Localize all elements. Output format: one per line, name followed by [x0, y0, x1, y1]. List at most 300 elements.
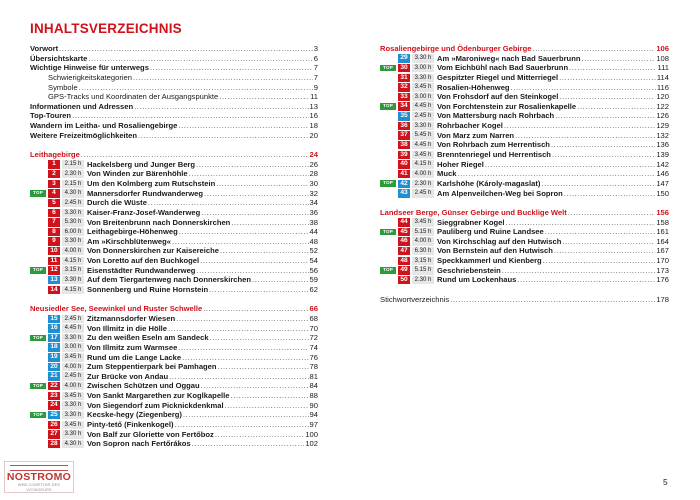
toc-tour-row[interactable] [380, 73, 669, 83]
toc-entry[interactable] [30, 63, 318, 73]
entry-title: Zur Brücke von Andau [87, 371, 169, 381]
toc-tour-row[interactable] [380, 63, 669, 73]
entry-page-number: 147 [656, 178, 669, 188]
dot-leader [196, 266, 308, 276]
toc-section-heading[interactable] [30, 150, 318, 160]
dot-leader [517, 275, 655, 285]
toc-tour-row[interactable] [30, 169, 318, 179]
top-tour-badge: TOP [30, 412, 46, 419]
entry-page-number: 90 [309, 400, 318, 410]
dot-leader [179, 227, 309, 237]
dot-leader [215, 430, 304, 440]
entry-page-number: 150 [656, 188, 669, 198]
tour-number-badge: 8 [48, 228, 60, 236]
entry-title: Landseer Berge, Günser Gebirge und Bucklige Welt [380, 207, 567, 217]
page-title: INHALTSVERZEICHNIS [30, 21, 182, 36]
tour-duration: 2.30 h [412, 276, 434, 284]
entry-page-number: 74 [309, 342, 318, 352]
entry-page-number: 48 [309, 236, 318, 246]
toc-tour-row[interactable] [380, 266, 669, 276]
tour-number-badge: 10 [48, 247, 60, 255]
toc-right-column [380, 44, 669, 304]
toc-tour-row[interactable] [30, 218, 318, 228]
tour-duration: 3.45 h [412, 83, 434, 91]
dot-leader [568, 208, 656, 218]
toc-tour-row[interactable] [380, 237, 669, 247]
tour-duration: 3.00 h [412, 93, 434, 101]
toc-tour-row[interactable] [380, 179, 669, 189]
toc-tour-row[interactable] [30, 343, 318, 353]
entry-page-number: 114 [656, 72, 669, 82]
tour-number-badge: 17 [48, 334, 60, 342]
dot-leader [178, 343, 308, 353]
tour-duration: 3.30 h [412, 122, 434, 130]
tour-duration: 4.30 h [62, 189, 84, 197]
entry-page-number: 38 [309, 217, 318, 227]
entry-title: Von Marz zum Narren [437, 130, 515, 140]
top-tour-badge: TOP [30, 267, 46, 274]
toc-tour-row[interactable] [30, 410, 318, 420]
tour-number-badge: 35 [398, 112, 410, 120]
dot-leader [220, 246, 309, 256]
section-spacer [380, 285, 669, 295]
entry-title: Neusiedler See, Seewinkel und Ruster Schwelle [30, 304, 203, 314]
entry-title: Von Sopron nach Fertőrákos [87, 439, 191, 449]
toc-tour-row[interactable] [380, 160, 669, 170]
tour-duration: 5.15 h [412, 266, 434, 274]
dot-leader [183, 410, 309, 420]
tour-duration: 3.30 h [62, 411, 84, 419]
entry-page-number: 139 [656, 150, 669, 160]
toc-tour-row[interactable] [380, 189, 669, 199]
toc-tour-row[interactable] [30, 353, 318, 363]
entry-page-number: 3 [313, 44, 318, 53]
tour-number-badge: 24 [48, 401, 60, 409]
dot-leader [541, 179, 655, 189]
nostromo-logo [4, 461, 74, 493]
dot-leader [450, 295, 655, 305]
entry-title: Sieggrabner Kogel [437, 217, 505, 227]
entry-title: Zu den weißen Eseln am Sandeck [87, 333, 209, 343]
tour-number-badge: 42 [398, 180, 410, 188]
entry-title: Auf dem Tiergartenweg nach Donnerskirchen [87, 275, 252, 285]
toc-tour-row[interactable] [30, 362, 318, 372]
tour-duration: 3.15 h [412, 257, 434, 265]
entry-title: Eisenstädter Rundwanderweg [87, 265, 196, 275]
dot-leader [203, 304, 308, 314]
entry-page-number: 120 [656, 92, 669, 102]
tour-number-badge: 7 [48, 218, 60, 226]
entry-page-number: 7 [313, 72, 318, 82]
entry-title: Von Siegendorf zum Picknickdenkmal [87, 400, 224, 410]
tour-duration: 5.45 h [412, 131, 434, 139]
dot-leader [559, 92, 655, 102]
entry-title: Rohrbacher Kogel [437, 121, 503, 131]
tour-number-badge: 28 [48, 440, 60, 448]
toc-entry[interactable] [30, 83, 318, 93]
tour-duration: 4.30 h [62, 440, 84, 448]
tour-number-badge: 3 [48, 180, 60, 188]
toc-tour-row[interactable] [30, 246, 318, 256]
toc-tour-row[interactable] [380, 218, 669, 228]
entry-page-number: 88 [309, 391, 318, 401]
entry-page-number: 167 [656, 246, 669, 256]
dot-leader [196, 160, 309, 170]
entry-page-number: 142 [656, 159, 669, 169]
tour-number-badge: 37 [398, 131, 410, 139]
tour-duration: 5.30 h [62, 218, 84, 226]
entry-title: Brenntenriegel und Herrentisch [437, 150, 551, 160]
entry-title: Wichtige Hinweise für unterwegs [30, 63, 149, 73]
toc-tour-row[interactable] [380, 256, 669, 266]
tour-number-badge: 30 [398, 64, 410, 72]
tour-duration: 3.00 h [62, 343, 84, 351]
dot-leader [200, 256, 308, 266]
toc-tour-row[interactable] [380, 169, 669, 179]
entry-page-number: 111 [657, 63, 669, 73]
dot-leader [515, 131, 655, 141]
tour-duration: 4.15 h [62, 257, 84, 265]
top-tour-badge: TOP [380, 65, 396, 72]
entry-title: Von Winden zur Bärenhöhle [87, 169, 188, 179]
top-tour-badge: TOP [380, 180, 396, 187]
tour-number-badge: 13 [48, 276, 60, 284]
toc-tour-row[interactable] [30, 324, 318, 334]
entry-title: Von Frohsdorf auf den Steinkogel [437, 92, 559, 102]
dot-leader [457, 169, 655, 179]
dot-leader [176, 314, 308, 324]
entry-page-number: 164 [656, 236, 669, 246]
toc-tour-row[interactable] [30, 430, 318, 440]
entry-title: Übersichtskarte [30, 53, 88, 63]
tour-number-badge: 21 [48, 372, 60, 380]
toc-tour-row[interactable] [30, 333, 318, 343]
tour-duration: 2.45 h [62, 199, 84, 207]
dot-leader [189, 169, 309, 179]
toc-entry[interactable] [30, 121, 318, 131]
toc-tour-row[interactable] [30, 198, 318, 208]
tour-duration: 3.45 h [62, 392, 84, 400]
entry-page-number: 102 [305, 439, 318, 449]
entry-title: Von Illmitz zum Warmsee [87, 342, 178, 352]
toc-tour-row[interactable] [30, 160, 318, 170]
toc-entry[interactable] [30, 111, 318, 121]
tour-duration: 2.45 h [412, 112, 434, 120]
tour-number-badge: 36 [398, 122, 410, 130]
toc-tour-row[interactable] [30, 189, 318, 199]
dot-leader [555, 111, 655, 121]
tour-number-badge: 22 [48, 382, 60, 390]
entry-page-number: 20 [309, 130, 318, 140]
toc-tour-row[interactable] [30, 439, 318, 449]
entry-title: Mannersdorfer Rundwanderweg [87, 188, 204, 198]
entry-page-number: 6 [313, 53, 318, 63]
tour-duration: 2.30 h [62, 170, 84, 178]
entry-title: Von Mattersburg nach Rohrbach [437, 111, 555, 121]
toc-tour-row[interactable] [30, 237, 318, 247]
tour-number-badge: 4 [48, 189, 60, 197]
toc-tour-row[interactable] [380, 83, 669, 93]
dot-leader [485, 160, 655, 170]
tour-number-badge: 33 [398, 93, 410, 101]
tour-duration: 3.45 h [412, 151, 434, 159]
entry-title: Speckkammerl und Kienberg [437, 256, 542, 266]
toc-tour-row[interactable] [380, 131, 669, 141]
tour-duration: 4.00 h [62, 247, 84, 255]
dot-leader [210, 333, 309, 343]
toc-section-heading[interactable] [30, 304, 318, 314]
tour-number-badge: 47 [398, 247, 410, 255]
dot-leader [175, 420, 309, 430]
tour-number-badge: 15 [48, 315, 60, 323]
entry-page-number: 36 [309, 207, 318, 217]
entry-title: Vorwort [30, 44, 59, 53]
toc-tour-row[interactable] [30, 372, 318, 382]
toc-tour-row[interactable] [30, 179, 318, 189]
dot-leader [581, 54, 655, 64]
entry-page-number: 34 [309, 198, 318, 208]
toc-tour-row[interactable] [380, 150, 669, 160]
entry-title: Stichwortverzeichnis [380, 294, 450, 304]
dot-leader [562, 237, 655, 247]
toc-tour-row[interactable] [380, 54, 669, 64]
entry-page-number: 76 [309, 352, 318, 362]
dot-leader [150, 63, 313, 73]
entry-title: Zwischen Schützen und Oggau [87, 381, 200, 391]
dot-leader [204, 189, 309, 199]
entry-page-number: 146 [656, 169, 669, 179]
entry-page-number: 32 [309, 188, 318, 198]
toc-entry[interactable] [30, 131, 318, 141]
toc-tour-row[interactable] [380, 227, 669, 237]
top-tour-badge: TOP [30, 383, 46, 390]
tour-number-badge: 34 [398, 102, 410, 110]
entry-page-number: 11 [310, 92, 318, 102]
entry-title: Gespitzter Riegel und Mitterriegel [437, 72, 559, 82]
tour-duration: 4.45 h [62, 324, 84, 332]
tour-duration: 3.30 h [62, 276, 84, 284]
toc-entry[interactable] [30, 54, 318, 64]
logo-tagline: WEB COMPTOIR DES VOYAGEURS [17, 483, 61, 492]
tour-number-badge: 29 [398, 54, 410, 62]
toc-tour-row[interactable] [380, 140, 669, 150]
tour-number-badge: 49 [398, 266, 410, 274]
tour-duration: 3.30 h [62, 334, 84, 342]
dot-leader [148, 198, 309, 208]
dot-leader [182, 353, 308, 363]
tour-duration: 2.45 h [62, 315, 84, 323]
entry-title: Muck [437, 169, 457, 179]
entry-page-number: 156 [656, 207, 669, 217]
tour-number-badge: 12 [48, 266, 60, 274]
toc-entry[interactable] [30, 44, 318, 54]
dot-leader [569, 63, 656, 73]
tour-number-badge: 5 [48, 199, 60, 207]
entry-title: Vom Eichbühl nach Bad Sauerbrunn [437, 63, 569, 73]
entry-page-number: 116 [656, 82, 669, 92]
tour-duration: 2.45 h [62, 372, 84, 380]
tour-duration: 6.30 h [412, 247, 434, 255]
entry-page-number: 68 [309, 313, 318, 323]
tour-duration: 3.45 h [412, 218, 434, 226]
toc-section-heading[interactable] [380, 44, 669, 54]
tour-number-badge: 39 [398, 151, 410, 159]
entry-page-number: 54 [309, 256, 318, 266]
tour-duration: 5.15 h [412, 228, 434, 236]
entry-title: Am »Kirschblütenweg« [87, 236, 171, 246]
entry-page-number: 106 [656, 44, 669, 53]
toc-tour-row[interactable] [30, 227, 318, 237]
dot-leader [559, 73, 656, 83]
dot-leader [551, 140, 655, 150]
entry-page-number: 7 [313, 63, 318, 73]
tour-number-badge: 25 [48, 411, 60, 419]
logo-name: NOSTROMO [6, 471, 72, 483]
dot-leader [79, 83, 313, 93]
entry-title: Pauliberg und Ruine Landsee [437, 227, 544, 237]
dot-leader [506, 218, 656, 228]
entry-page-number: 136 [656, 140, 669, 150]
tour-duration: 2.30 h [412, 180, 434, 188]
tour-duration: 4.45 h [412, 141, 434, 149]
top-tour-badge: TOP [30, 190, 46, 197]
toc-tour-row[interactable] [380, 246, 669, 256]
entry-title: Hackelsberg und Junger Berg [87, 159, 196, 169]
toc-tour-row[interactable] [30, 401, 318, 411]
toc-tour-row[interactable] [380, 102, 669, 112]
tour-duration: 4.00 h [412, 237, 434, 245]
dot-leader [178, 121, 308, 131]
entry-title: Kaiser-Franz-Josef-Wanderweg [87, 207, 201, 217]
dot-leader [564, 189, 656, 199]
dot-leader [59, 44, 313, 54]
dot-leader [230, 391, 308, 401]
entry-page-number: 126 [656, 111, 669, 121]
entry-page-number: 176 [656, 275, 669, 285]
toc-tour-row[interactable] [30, 314, 318, 324]
tour-duration: 3.45 h [62, 421, 84, 429]
toc-tour-row[interactable] [30, 381, 318, 391]
entry-page-number: 30 [309, 178, 318, 188]
entry-page-number: 52 [309, 246, 318, 256]
entry-page-number: 94 [309, 410, 318, 420]
tour-number-badge: 44 [398, 218, 410, 226]
entry-title: Informationen und Adressen [30, 101, 134, 111]
toc-tour-row[interactable] [30, 208, 318, 218]
dot-leader [172, 237, 309, 247]
entry-title: Karlshöhe (Károly-magaslat) [437, 178, 541, 188]
tour-duration: 3.45 h [62, 353, 84, 361]
section-spacer [30, 140, 318, 150]
entry-title: Sonnenberg und Ruine Hornstein [87, 285, 209, 295]
entry-page-number: 173 [656, 265, 669, 275]
tour-duration: 3.30 h [62, 401, 84, 409]
tour-duration: 3.00 h [412, 64, 434, 72]
tour-number-badge: 26 [48, 421, 60, 429]
dot-leader [502, 266, 656, 276]
tour-duration: 4.00 h [412, 170, 434, 178]
toc-tour-row[interactable] [30, 275, 318, 285]
toc-tour-row[interactable] [30, 266, 318, 276]
entry-page-number: 18 [309, 121, 318, 131]
entry-title: Durch die Wüste [87, 198, 147, 208]
toc-tour-row[interactable] [380, 111, 669, 121]
dot-leader [554, 246, 655, 256]
entry-title: Von Kirchschlag auf den Hutwisch [437, 236, 562, 246]
toc-section-heading[interactable] [380, 208, 669, 218]
toc-tour-row[interactable] [30, 256, 318, 266]
entry-title: Rosaliengebirge und Ödenburger Gebirge [380, 44, 532, 53]
entry-title: Von Balf zur Gloriette von Fertőboz [87, 429, 214, 439]
entry-page-number: 56 [309, 265, 318, 275]
tour-number-badge: 11 [48, 257, 60, 265]
dot-leader [545, 227, 656, 237]
tour-duration: 4.15 h [62, 286, 84, 294]
toc-left-column [30, 44, 318, 449]
entry-page-number: 78 [309, 362, 318, 372]
entry-page-number: 170 [656, 256, 669, 266]
entry-page-number: 70 [309, 323, 318, 333]
dot-leader [231, 218, 308, 228]
toc-tour-row[interactable] [380, 121, 669, 131]
toc-entry[interactable] [30, 92, 318, 102]
dot-leader [201, 208, 308, 218]
entry-title: GPS-Tracks und Koordinaten der Ausgangspunkte [48, 92, 219, 102]
entry-page-number: 161 [656, 227, 669, 237]
entry-title: Zum Steppentierpark bei Pamhagen [87, 362, 217, 372]
entry-title: Wandern im Leitha- und Rosaliengebirge [30, 121, 178, 131]
toc-entry[interactable] [380, 295, 669, 305]
entry-page-number: 62 [309, 285, 318, 295]
dot-leader [72, 111, 308, 121]
dot-leader [504, 121, 656, 131]
entry-page-number: 24 [309, 150, 318, 160]
tour-number-badge: 31 [398, 74, 410, 82]
tour-duration: 3.30 h [62, 209, 84, 217]
toc-tour-row[interactable] [30, 420, 318, 430]
toc-entry[interactable] [30, 73, 318, 83]
tour-duration: 2.45 h [412, 189, 434, 197]
toc-tour-row[interactable] [30, 285, 318, 295]
tour-duration: 6.00 h [62, 228, 84, 236]
toc-tour-row[interactable] [380, 275, 669, 285]
entry-title: Von Breitenbrunn nach Donnerskirchen [87, 217, 231, 227]
toc-tour-row[interactable] [380, 92, 669, 102]
tour-number-badge: 32 [398, 83, 410, 91]
toc-entry[interactable] [30, 102, 318, 112]
toc-tour-row[interactable] [30, 391, 318, 401]
entry-page-number: 81 [309, 371, 318, 381]
dot-leader [511, 83, 656, 93]
entry-title: Kecske-hegy (Ziegenberg) [87, 410, 182, 420]
entry-page-number: 9 [313, 82, 318, 92]
tour-duration: 2.15 h [62, 160, 84, 168]
entry-title: Rund um Lockenhaus [437, 275, 517, 285]
entry-page-number: 178 [656, 294, 669, 304]
dot-leader [577, 102, 655, 112]
tour-duration: 4.45 h [412, 102, 434, 110]
tour-number-badge: 23 [48, 392, 60, 400]
tour-number-badge: 45 [398, 228, 410, 236]
entry-title: Weitere Freizeitmöglichkeiten [30, 130, 138, 140]
entry-page-number: 108 [656, 53, 669, 63]
entry-title: Von Donnerskirchen zur Kaisereiche [87, 246, 219, 256]
entry-title: Von Loretto auf den Buchkogel [87, 256, 200, 266]
tour-number-badge: 43 [398, 189, 410, 197]
entry-title: Top-Touren [30, 111, 72, 121]
top-tour-badge: TOP [380, 103, 396, 110]
entry-title: Am »Maroniweg« nach Bad Sauerbrunn [437, 53, 581, 63]
